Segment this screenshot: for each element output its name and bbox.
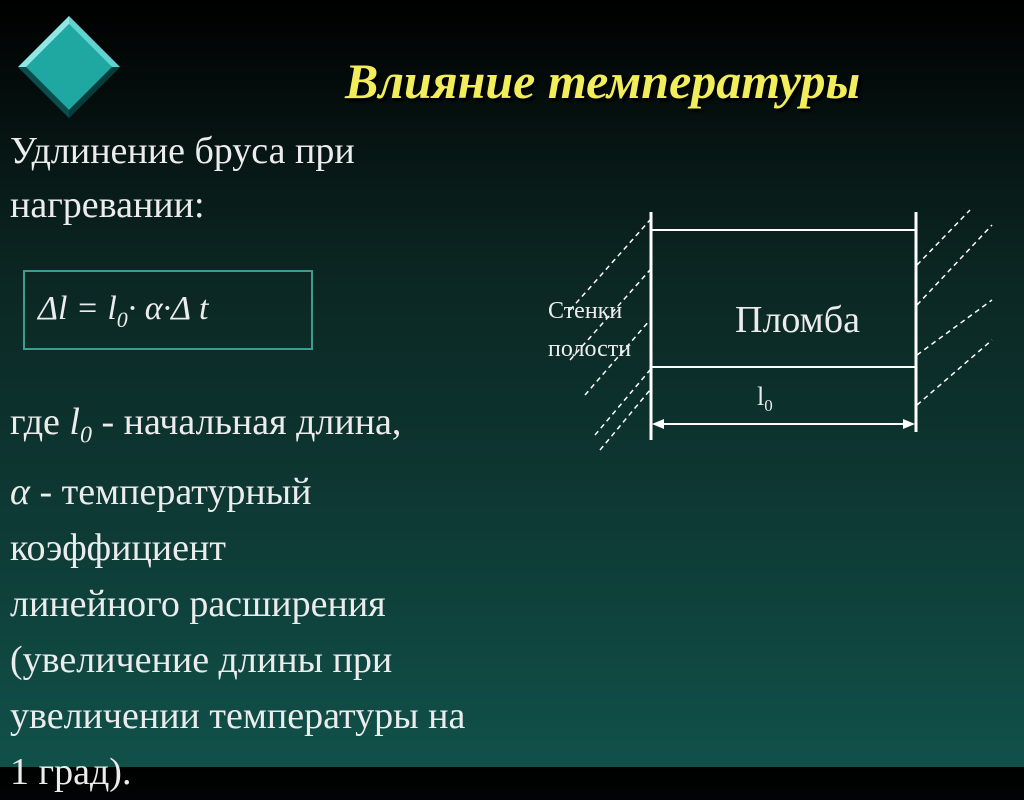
dimension-arrow-right: [903, 419, 915, 429]
explain-line-3: коэффициент: [10, 526, 226, 569]
intro-line-2: нагревании:: [10, 184, 205, 226]
length-label: [757, 382, 773, 416]
walls-label-line-2: полости: [548, 336, 632, 362]
explain-var-sub: 0: [79, 422, 92, 449]
diamond-bullet-icon: [14, 12, 124, 122]
right-wall-hatching: [917, 210, 992, 405]
alpha-symbol: α: [10, 470, 30, 513]
length-label-sub: 0: [764, 396, 773, 416]
explain-line-7: 1 град).: [10, 750, 132, 793]
walls-label: [548, 292, 631, 368]
plug-label: Пломба: [735, 299, 860, 341]
length-label-letter: l: [757, 382, 765, 411]
slide-title: Влияние температуры: [345, 53, 861, 109]
intro-line-1: Удлинение бруса при: [10, 130, 355, 172]
explain-prefix: где: [10, 401, 70, 443]
formula-sub: 0: [116, 306, 128, 332]
explain-line-1: [10, 394, 465, 464]
explain-line2-rest: - температурный: [29, 470, 312, 513]
dimension-arrow-left: [652, 419, 664, 429]
formula-lhs: Δl = l: [38, 290, 117, 327]
explain-line-2: [10, 464, 465, 520]
explain-line-4: линейного расширения: [10, 582, 386, 625]
intro-text: [10, 124, 355, 232]
explain-line1-rest: - начальная длина,: [91, 401, 402, 443]
explain-line-5: (увеличение длины при: [10, 638, 393, 681]
explanation-text: [10, 394, 465, 800]
explain-line-6: увеличении температуры на: [10, 694, 466, 737]
walls-label-line-1: Стенки: [548, 298, 623, 324]
formula: [38, 290, 208, 333]
formula-rhs: · α·Δ t: [127, 290, 209, 327]
explain-var: l: [69, 401, 80, 443]
